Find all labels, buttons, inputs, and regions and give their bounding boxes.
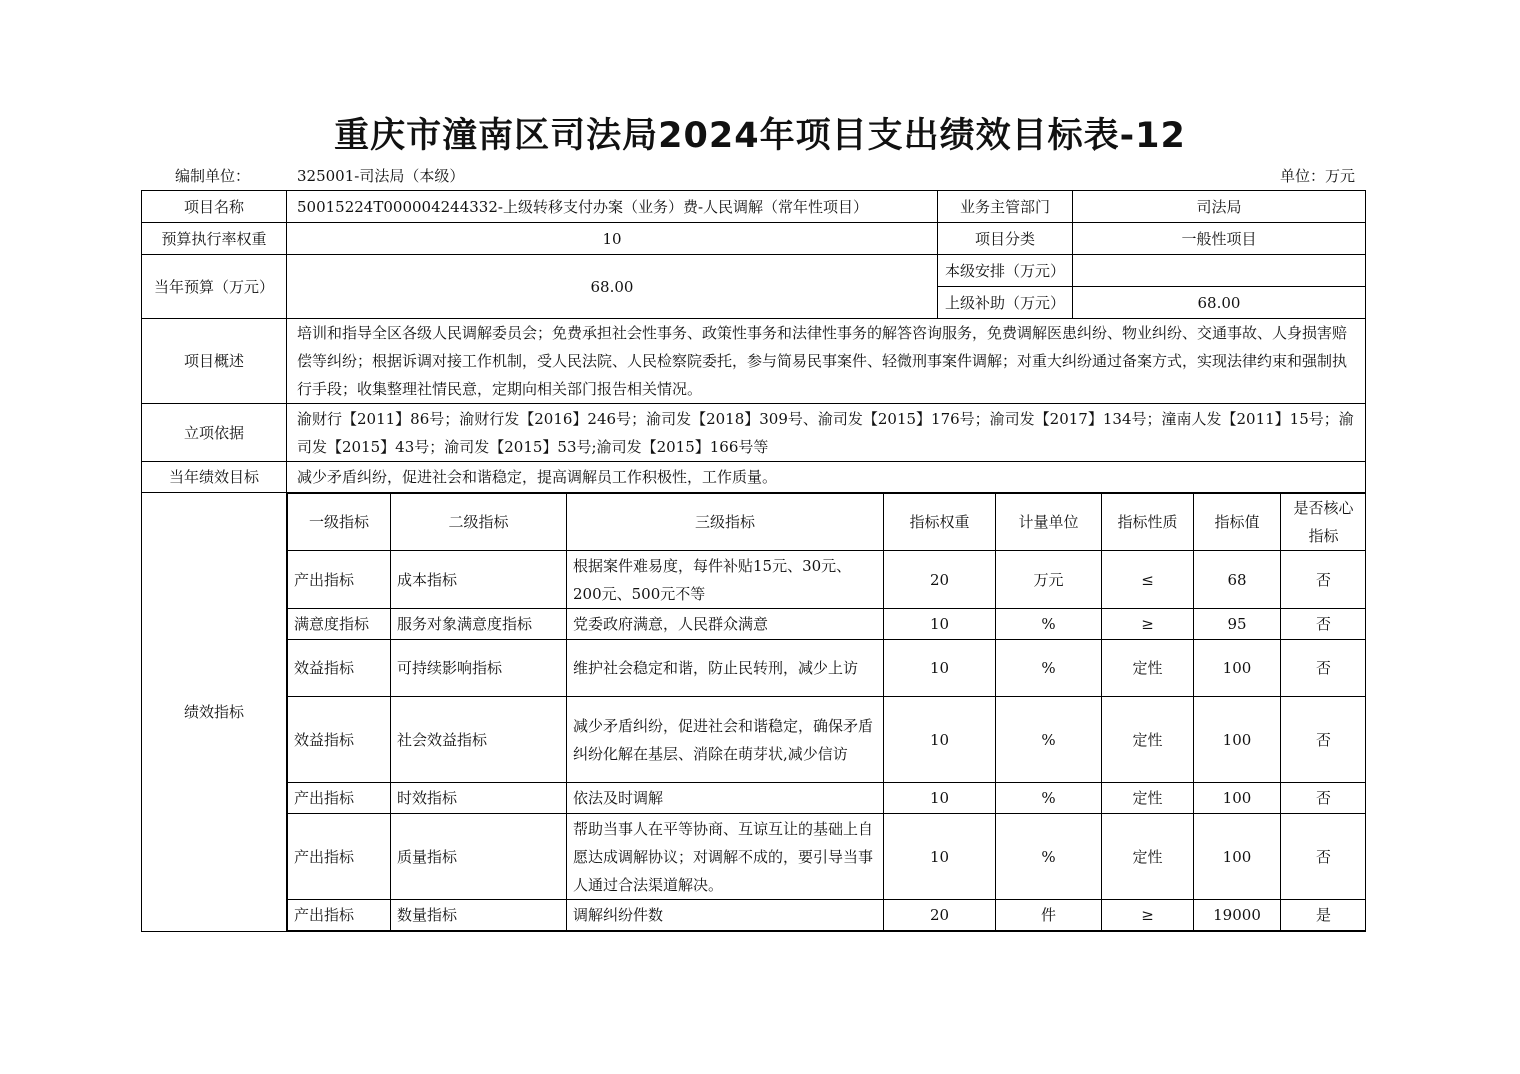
perf-cell-level3: 依法及时调解 [567,783,884,814]
perf-cell-level1: 产出指标 [288,551,391,609]
perf-cell-level3: 帮助当事人在平等协商、互谅互让的基础上自愿达成调解协议；对调解不成的，要引导当事人通过合法渠道解决。 [567,814,884,900]
perf-cell-value: 19000 [1194,900,1281,931]
perf-cell-core: 否 [1281,609,1366,640]
table-row [288,814,1366,900]
row-basis [142,404,1366,462]
perf-cell-level1: 效益指标 [288,697,391,783]
perf-cell-level3: 减少矛盾纠纷，促进社会和谐稳定，确保矛盾纠纷化解在基层、消除在萌芽状,减少信访 [567,697,884,783]
perf-header-core: 是否核心指标 [1281,494,1366,551]
unit-label: 编制单位： [175,167,251,185]
goal-label: 当年绩效目标 [142,462,287,493]
perf-header-nature: 指标性质 [1102,494,1194,551]
perf-cell-level3: 根据案件难易度，每件补贴15元、30元、200元、500元不等 [567,551,884,609]
category-label: 项目分类 [938,223,1073,255]
perf-cell-unit: % [996,783,1102,814]
perf-cell-unit: % [996,609,1102,640]
perf-cell-weight: 10 [884,609,996,640]
unit-value: 325001-司法局（本级） [297,167,465,185]
perf-label: 绩效指标 [142,493,287,932]
perf-cell-value: 100 [1194,640,1281,697]
perf-cell-unit: % [996,640,1102,697]
table-row [288,697,1366,783]
local-value [1073,255,1366,287]
table-row [288,783,1366,814]
dept-label: 业务主管部门 [938,191,1073,223]
perf-cell-value: 95 [1194,609,1281,640]
row-project-name [142,191,1366,223]
perf-cell-level2: 质量指标 [391,814,567,900]
upper-label: 上级补助（万元） [938,287,1073,319]
perf-subtable [287,493,1366,931]
perf-cell-level2: 社会效益指标 [391,697,567,783]
perf-cell-core: 是 [1281,900,1366,931]
perf-cell-level2: 可持续影响指标 [391,640,567,697]
project-name-value: 50015224T000004244332-上级转移支付办案（业务）费-人民调解（常年性项目） [287,191,938,223]
perf-cell-unit: % [996,697,1102,783]
perf-cell-core: 否 [1281,697,1366,783]
table-row [288,640,1366,697]
perf-cell-core: 否 [1281,551,1366,609]
perf-cell-core: 否 [1281,640,1366,697]
perf-cell-nature: 定性 [1102,697,1194,783]
basis-label: 立项依据 [142,404,287,462]
perf-cell-weight: 10 [884,697,996,783]
perf-cell-nature: 定性 [1102,814,1194,900]
perf-cell-value: 100 [1194,814,1281,900]
row-perf [142,493,1366,932]
perf-container [287,493,1366,932]
table-row [288,551,1366,609]
row-goal [142,462,1366,493]
overview-label: 项目概述 [142,319,287,404]
perf-cell-level1: 效益指标 [288,640,391,697]
perf-cell-value: 100 [1194,697,1281,783]
table-row [288,609,1366,640]
perf-cell-nature: ≤ [1102,551,1194,609]
perf-header-unit: 计量单位 [996,494,1102,551]
row-weight [142,223,1366,255]
perf-cell-unit: 万元 [996,551,1102,609]
row-overview [142,319,1366,404]
perf-cell-level3: 调解纠纷件数 [567,900,884,931]
budget-value: 68.00 [287,255,938,319]
perf-cell-unit: % [996,814,1102,900]
perf-header-weight: 指标权重 [884,494,996,551]
perf-cell-level3: 维护社会稳定和谐，防止民转刑，减少上访 [567,640,884,697]
budget-label: 当年预算（万元） [142,255,287,319]
perf-header-value: 指标值 [1194,494,1281,551]
perf-cell-nature: ≥ [1102,900,1194,931]
perf-cell-level1: 产出指标 [288,900,391,931]
basis-value: 渝财行【2011】86号；渝财行发【2016】246号；渝司发【2018】309号、渝司发【2015】176号；渝司发【2017】134号；潼南人发【2011】15号；渝司发【2015】43号；渝司发【2015】53号;渝司发【2015】166号等 [287,404,1366,462]
perf-cell-level2: 时效指标 [391,783,567,814]
perf-cell-level1: 满意度指标 [288,609,391,640]
perf-cell-weight: 10 [884,640,996,697]
perf-header-level3: 三级指标 [567,494,884,551]
goal-value: 减少矛盾纠纷，促进社会和谐稳定，提高调解员工作积极性，工作质量。 [287,462,1366,493]
perf-cell-nature: 定性 [1102,783,1194,814]
perf-cell-unit: 件 [996,900,1102,931]
category-value: 一般性项目 [1073,223,1366,255]
row-budget [142,255,1366,287]
upper-value: 68.00 [1073,287,1366,319]
perf-cell-core: 否 [1281,814,1366,900]
perf-cell-value: 68 [1194,551,1281,609]
page-title: 重庆市潼南区司法局2024年项目支出绩效目标表-12 [334,116,1186,156]
perf-cell-level2: 服务对象满意度指标 [391,609,567,640]
perf-cell-weight: 20 [884,900,996,931]
perf-cell-level3: 党委政府满意，人民群众满意 [567,609,884,640]
overview-value: 培训和指导全区各级人民调解委员会；免费承担社会性事务、政策性事务和法律性事务的解答咨询服务，免费调解医患纠纷、物业纠纷、交通事故、人身损害赔偿等纠纷；根据诉调对接工作机制，受人民法院、人民检察院委托，参与简易民事案件、轻微刑事案件调解；对重大纠纷通过备案方式，实现法律约束和强制执行手段；收集整理社情民意，定期向相关部门报告相关情况。 [287,319,1366,404]
perf-header-level1: 一级指标 [288,494,391,551]
table-row [288,900,1366,931]
perf-cell-value: 100 [1194,783,1281,814]
weight-label: 预算执行率权重 [142,223,287,255]
currency-unit: 单位：万元 [1279,167,1355,185]
dept-value: 司法局 [1073,191,1366,223]
perf-cell-nature: ≥ [1102,609,1194,640]
perf-cell-level2: 数量指标 [391,900,567,931]
local-label: 本级安排（万元） [938,255,1073,287]
performance-table [141,190,1366,932]
perf-cell-weight: 10 [884,814,996,900]
weight-value: 10 [287,223,938,255]
perf-header-level2: 二级指标 [391,494,567,551]
perf-cell-nature: 定性 [1102,640,1194,697]
perf-cell-level2: 成本指标 [391,551,567,609]
perf-cell-level1: 产出指标 [288,814,391,900]
perf-header-row [288,494,1366,551]
project-name-label: 项目名称 [142,191,287,223]
perf-cell-weight: 20 [884,551,996,609]
perf-cell-level1: 产出指标 [288,783,391,814]
perf-cell-weight: 10 [884,783,996,814]
perf-cell-core: 否 [1281,783,1366,814]
